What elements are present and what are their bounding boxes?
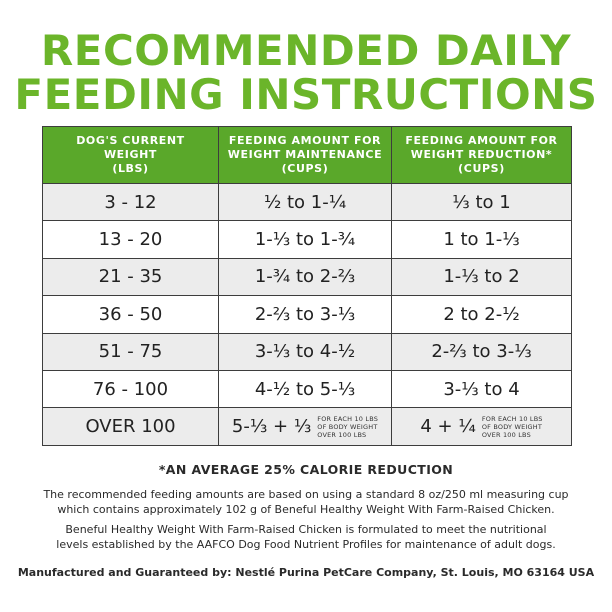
header-maintenance: FEEDING AMOUNT FOR WEIGHT MAINTENANCE (CUPS) [219, 127, 392, 184]
title-line-2: FEEDING INSTRUCTIONS [14, 70, 598, 119]
cell-maintenance: 2-⅔ to 3-⅓ [219, 296, 392, 333]
reduction-amount: 4 + ¼ [420, 416, 476, 438]
cell-weight: 51 - 75 [43, 333, 219, 370]
cell-maintenance: 4-½ to 5-⅓ [219, 370, 392, 407]
cell-weight: 21 - 35 [43, 258, 219, 295]
cell-reduction: 1-⅓ to 2 [392, 258, 572, 295]
title-line-1: RECOMMENDED DAILY [40, 26, 572, 75]
cell-maintenance: 1-¾ to 2-⅔ [219, 258, 392, 295]
aafco-note: Beneful Healthy Weight With Farm-Raised Chicken is formulated to meet the nutritional levels established by the AAFCO Dog Food Nutrient Profiles for maintenance of adult dogs. [56, 523, 556, 551]
cell-reduction: 3-⅓ to 4 [392, 370, 572, 407]
cell-maintenance: 1-⅓ to 1-¾ [219, 221, 392, 258]
table-row [43, 333, 572, 370]
header-reduction: FEEDING AMOUNT FOR WEIGHT REDUCTION* (CUPS) [392, 127, 572, 184]
table-row [43, 184, 572, 221]
table-row [43, 296, 572, 333]
feeding-table [42, 126, 572, 446]
table-row [43, 258, 572, 295]
cell-weight: OVER 100 [43, 408, 219, 445]
table-header-row [43, 127, 572, 184]
maintenance-note: FOR EACH 10 LBS OF BODY WEIGHT OVER 100 LBS [317, 414, 379, 439]
table-row-over-100 [43, 408, 572, 445]
reduction-note: FOR EACH 10 LBS OF BODY WEIGHT OVER 100 LBS [481, 414, 543, 439]
cell-reduction: ⅓ to 1 [392, 184, 572, 221]
maintenance-amount: 5-⅓ + ⅓ [231, 416, 312, 438]
cell-weight: 3 - 12 [43, 184, 219, 221]
header-weight: DOG'S CURRENT WEIGHT (LBS) [43, 127, 219, 184]
calorie-reduction-note: *AN AVERAGE 25% CALORIE REDUCTION [158, 462, 454, 477]
table-row [43, 221, 572, 258]
manufacturer-line: Manufactured and Guaranteed by: Nestlé Purina PetCare Company, St. Louis, MO 63164 USA [17, 566, 595, 579]
cell-weight: 76 - 100 [43, 370, 219, 407]
cell-maintenance [219, 408, 392, 445]
measuring-cup-note: The recommended feeding amounts are based on using a standard 8 oz/250 ml measuring cup which contains approximately 102 g of Beneful Healthy Weight With Farm-Raised Chicken. [43, 488, 569, 516]
cell-reduction: 2 to 2-½ [392, 296, 572, 333]
cell-weight: 36 - 50 [43, 296, 219, 333]
cell-maintenance: 3-⅓ to 4-½ [219, 333, 392, 370]
cell-weight: 13 - 20 [43, 221, 219, 258]
cell-reduction: 2-⅔ to 3-⅓ [392, 333, 572, 370]
cell-maintenance: ½ to 1-¼ [219, 184, 392, 221]
cell-reduction: 1 to 1-⅓ [392, 221, 572, 258]
table-row [43, 370, 572, 407]
cell-reduction [392, 408, 572, 445]
